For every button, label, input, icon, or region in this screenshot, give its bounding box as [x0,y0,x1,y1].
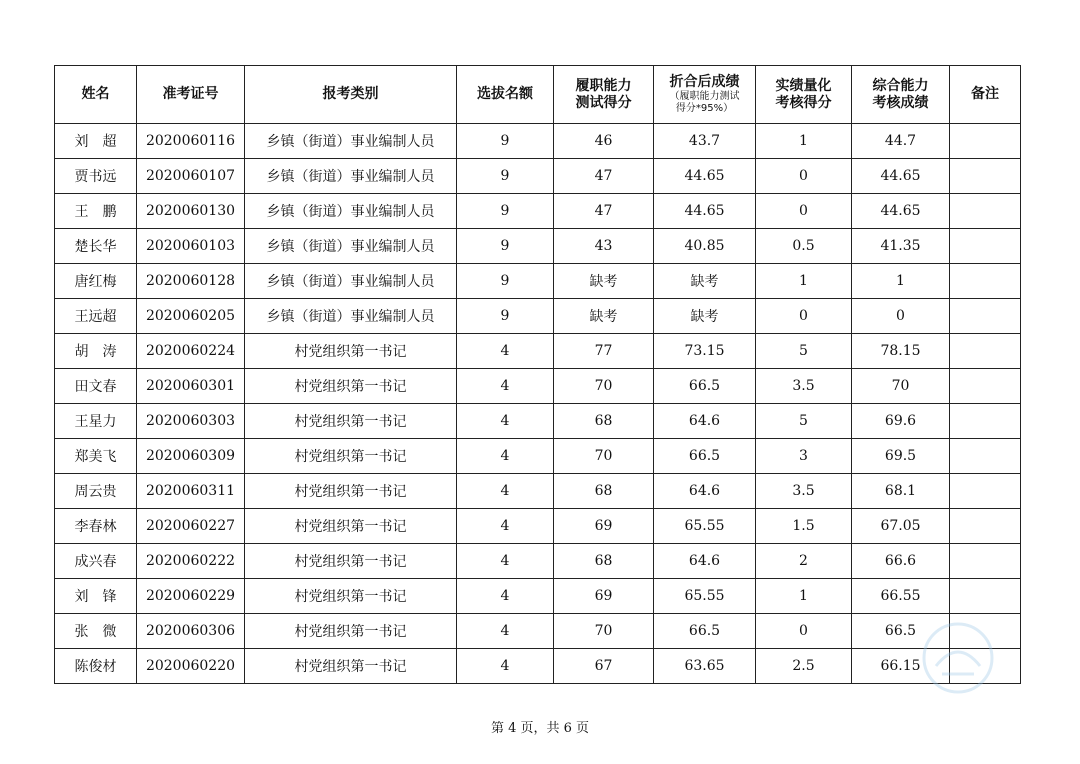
header-total-score [852,66,950,124]
cell-name: 王远超 [55,299,137,334]
cell-converted-score: 73.15 [654,334,756,369]
table-row [55,579,1021,614]
table-row [55,194,1021,229]
cell-name: 楚长华 [55,229,137,264]
header-performance-line2: 测试得分 [575,94,632,111]
cell-exam-id: 2020060116 [137,124,245,159]
cell-total-score: 66.5 [852,614,950,649]
cell-performance-score: 70 [554,614,654,649]
header-quota: 选拔名额 [457,66,554,124]
header-quantified-line2: 考核得分 [775,94,832,111]
cell-exam-id: 2020060311 [137,474,245,509]
cell-performance-score: 69 [554,509,654,544]
cell-quantified-score: 3 [756,439,852,474]
cell-performance-score: 69 [554,579,654,614]
cell-exam-id: 2020060301 [137,369,245,404]
cell-converted-score: 66.5 [654,439,756,474]
cell-converted-score: 63.65 [654,649,756,684]
cell-category: 乡镇（街道）事业编制人员 [245,229,457,264]
cell-remark [950,439,1021,474]
cell-name: 刘 超 [55,124,137,159]
cell-total-score: 44.65 [852,194,950,229]
header-converted-sub2: 得分*95%） [675,103,734,114]
header-row [55,66,1021,124]
cell-exam-id: 2020060107 [137,159,245,194]
header-remark: 备注 [950,66,1021,124]
cell-category: 村党组织第一书记 [245,474,457,509]
header-converted-score [654,66,756,124]
cell-name: 周云贵 [55,474,137,509]
cell-quota: 4 [457,369,554,404]
cell-exam-id: 2020060224 [137,334,245,369]
cell-total-score: 69.6 [852,404,950,439]
cell-total-score: 67.05 [852,509,950,544]
cell-total-score: 68.1 [852,474,950,509]
cell-category: 村党组织第一书记 [245,404,457,439]
cell-total-score: 66.55 [852,579,950,614]
cell-quota: 4 [457,509,554,544]
cell-quota: 9 [457,229,554,264]
cell-category: 乡镇（街道）事业编制人员 [245,194,457,229]
cell-remark [950,509,1021,544]
header-total-line2: 考核成绩 [872,94,929,111]
cell-name: 贾书远 [55,159,137,194]
cell-total-score: 69.5 [852,439,950,474]
table-row [55,649,1021,684]
cell-quantified-score: 5 [756,404,852,439]
header-performance-score [554,66,654,124]
cell-total-score: 70 [852,369,950,404]
cell-quantified-score: 1 [756,264,852,299]
cell-total-score: 1 [852,264,950,299]
cell-total-score: 41.35 [852,229,950,264]
cell-converted-score: 缺考 [654,264,756,299]
cell-category: 村党组织第一书记 [245,649,457,684]
header-category: 报考类别 [245,66,457,124]
header-total-line1: 综合能力 [872,77,929,94]
cell-converted-score: 43.7 [654,124,756,159]
cell-total-score: 66.15 [852,649,950,684]
header-converted-sub1: （履职能力测试 [669,91,740,102]
cell-quota: 9 [457,194,554,229]
cell-converted-score: 64.6 [654,404,756,439]
cell-remark [950,229,1021,264]
table-row [55,474,1021,509]
cell-name: 王星力 [55,404,137,439]
cell-converted-score: 44.65 [654,194,756,229]
cell-performance-score: 缺考 [554,299,654,334]
cell-name: 张 微 [55,614,137,649]
page-number: 第 4 页，共 6 页 [490,721,590,736]
cell-quota: 4 [457,544,554,579]
cell-remark [950,579,1021,614]
cell-name: 陈俊材 [55,649,137,684]
cell-category: 乡镇（街道）事业编制人员 [245,159,457,194]
cell-converted-score: 64.6 [654,544,756,579]
cell-category: 村党组织第一书记 [245,369,457,404]
cell-converted-score: 缺考 [654,299,756,334]
cell-exam-id: 2020060130 [137,194,245,229]
cell-exam-id: 2020060205 [137,299,245,334]
cell-name: 胡 涛 [55,334,137,369]
cell-converted-score: 44.65 [654,159,756,194]
table-row [55,614,1021,649]
cell-category: 村党组织第一书记 [245,579,457,614]
cell-remark [950,544,1021,579]
cell-converted-score: 65.55 [654,509,756,544]
cell-quota: 4 [457,334,554,369]
cell-exam-id: 2020060229 [137,579,245,614]
cell-quota: 9 [457,124,554,159]
table-row [55,264,1021,299]
cell-quantified-score: 1 [756,124,852,159]
cell-quota: 4 [457,649,554,684]
cell-converted-score: 66.5 [654,369,756,404]
cell-quota: 9 [457,264,554,299]
cell-quantified-score: 1 [756,579,852,614]
cell-quantified-score: 3.5 [756,369,852,404]
cell-category: 村党组织第一书记 [245,544,457,579]
cell-remark [950,264,1021,299]
cell-category: 村党组织第一书记 [245,509,457,544]
cell-quantified-score: 0 [756,194,852,229]
cell-converted-score: 64.6 [654,474,756,509]
cell-name: 郑美飞 [55,439,137,474]
cell-quota: 4 [457,474,554,509]
table-row [55,509,1021,544]
cell-exam-id: 2020060220 [137,649,245,684]
cell-remark [950,474,1021,509]
table-row [55,334,1021,369]
cell-performance-score: 67 [554,649,654,684]
cell-performance-score: 46 [554,124,654,159]
cell-performance-score: 43 [554,229,654,264]
cell-name: 王 鹏 [55,194,137,229]
cell-total-score: 44.7 [852,124,950,159]
cell-quantified-score: 0 [756,299,852,334]
table-row [55,124,1021,159]
cell-total-score: 44.65 [852,159,950,194]
table-body [55,124,1021,684]
cell-remark [950,194,1021,229]
watermark-logo-icon [918,618,998,698]
cell-name: 刘 锋 [55,579,137,614]
cell-performance-score: 缺考 [554,264,654,299]
cell-performance-score: 47 [554,159,654,194]
cell-quota: 4 [457,579,554,614]
cell-exam-id: 2020060227 [137,509,245,544]
cell-quota: 9 [457,159,554,194]
cell-exam-id: 2020060303 [137,404,245,439]
cell-quantified-score: 0 [756,614,852,649]
cell-remark [950,334,1021,369]
cell-quota: 4 [457,614,554,649]
cell-category: 乡镇（街道）事业编制人员 [245,124,457,159]
cell-quota: 4 [457,404,554,439]
header-exam-id: 准考证号 [137,66,245,124]
cell-performance-score: 68 [554,544,654,579]
cell-name: 唐红梅 [55,264,137,299]
cell-performance-score: 70 [554,369,654,404]
cell-quota: 4 [457,439,554,474]
cell-category: 村党组织第一书记 [245,439,457,474]
cell-exam-id: 2020060103 [137,229,245,264]
table-row [55,299,1021,334]
cell-quantified-score: 1.5 [756,509,852,544]
cell-total-score: 66.6 [852,544,950,579]
cell-quantified-score: 2.5 [756,649,852,684]
cell-performance-score: 68 [554,404,654,439]
cell-total-score: 0 [852,299,950,334]
header-quantified-line1: 实绩量化 [775,77,832,94]
cell-total-score: 78.15 [852,334,950,369]
score-table [54,65,1021,684]
cell-exam-id: 2020060128 [137,264,245,299]
cell-converted-score: 40.85 [654,229,756,264]
cell-category: 乡镇（街道）事业编制人员 [245,264,457,299]
cell-remark [950,404,1021,439]
cell-remark [950,299,1021,334]
cell-quantified-score: 0.5 [756,229,852,264]
cell-name: 田文春 [55,369,137,404]
cell-quota: 9 [457,299,554,334]
table-row [55,369,1021,404]
cell-category: 村党组织第一书记 [245,334,457,369]
cell-quantified-score: 0 [756,159,852,194]
header-performance-line1: 履职能力 [575,77,632,94]
header-name: 姓名 [55,66,137,124]
cell-exam-id: 2020060309 [137,439,245,474]
cell-name: 成兴春 [55,544,137,579]
cell-performance-score: 77 [554,334,654,369]
cell-category: 乡镇（街道）事业编制人员 [245,299,457,334]
header-converted-line1: 折合后成绩 [669,74,740,90]
cell-performance-score: 68 [554,474,654,509]
cell-quantified-score: 5 [756,334,852,369]
cell-exam-id: 2020060222 [137,544,245,579]
cell-remark [950,369,1021,404]
cell-quantified-score: 2 [756,544,852,579]
cell-name: 李春林 [55,509,137,544]
cell-remark [950,159,1021,194]
table-row [55,159,1021,194]
cell-converted-score: 66.5 [654,614,756,649]
table-row [55,544,1021,579]
cell-performance-score: 47 [554,194,654,229]
cell-remark [950,124,1021,159]
table-row [55,229,1021,264]
cell-category: 村党组织第一书记 [245,614,457,649]
table-row [55,439,1021,474]
cell-quantified-score: 3.5 [756,474,852,509]
cell-performance-score: 70 [554,439,654,474]
header-quantified-score [756,66,852,124]
cell-exam-id: 2020060306 [137,614,245,649]
table-row [55,404,1021,439]
cell-converted-score: 65.55 [654,579,756,614]
